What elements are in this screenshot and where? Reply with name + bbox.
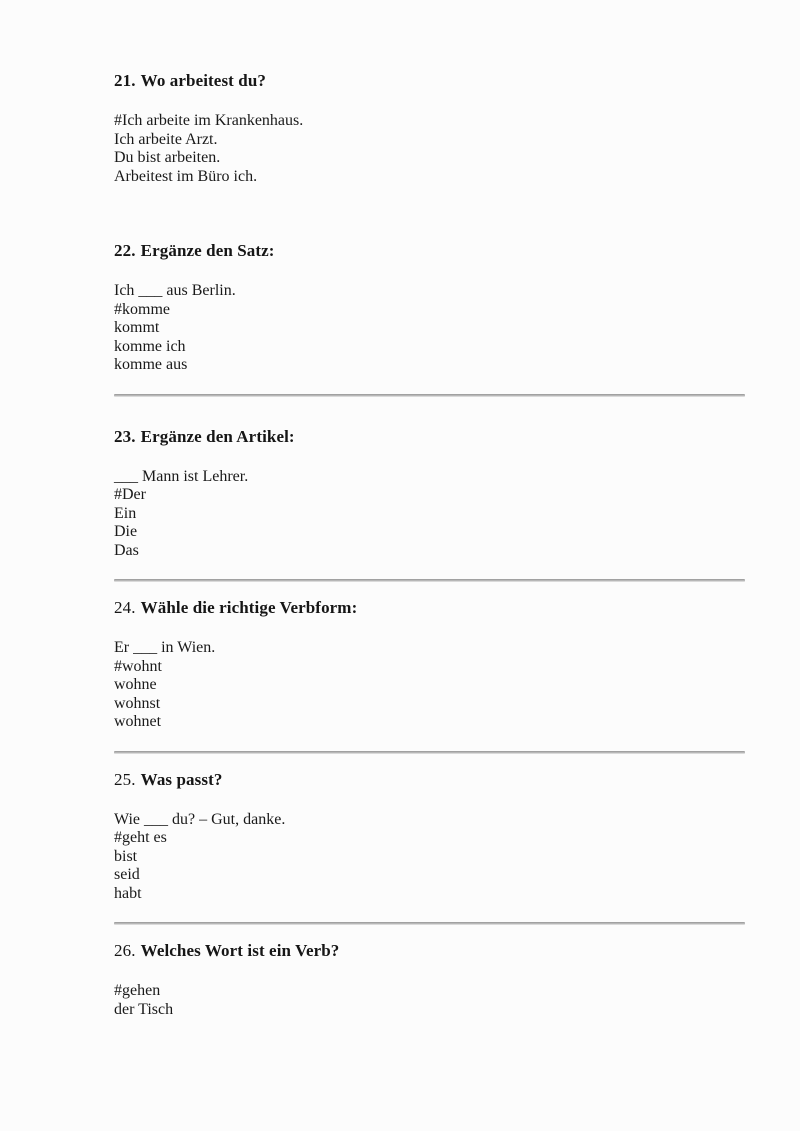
answer-line: kommt bbox=[114, 319, 160, 336]
answer-line: #geht es bbox=[114, 829, 167, 846]
question-lines bbox=[114, 112, 745, 186]
answer-line: #Ich arbeite im Krankenhaus. bbox=[114, 112, 304, 129]
question-heading bbox=[114, 770, 745, 790]
question-title: Welches Wort ist ein Verb? bbox=[140, 941, 340, 960]
question-block bbox=[114, 770, 745, 926]
answer-line: Er ___ in Wien. bbox=[114, 639, 216, 656]
question-title: Was passt? bbox=[140, 769, 223, 789]
question-lines bbox=[114, 282, 745, 375]
answer-line: #komme bbox=[114, 300, 170, 318]
question-lines bbox=[114, 811, 745, 904]
answer-line: Arbeitest im Büro ich. bbox=[114, 167, 258, 185]
question-number: 24. bbox=[114, 598, 136, 617]
question-number: 23. bbox=[114, 426, 136, 446]
question-number: 25. bbox=[114, 769, 136, 789]
question-heading bbox=[114, 71, 745, 91]
question-divider bbox=[114, 394, 745, 397]
question-title: Wo arbeitest du? bbox=[140, 71, 266, 90]
answer-line: der Tisch bbox=[114, 1000, 174, 1018]
question-number: 22. bbox=[114, 241, 136, 260]
question-block bbox=[114, 241, 745, 397]
question-number: 21. bbox=[114, 71, 136, 90]
answer-line: habt bbox=[114, 884, 142, 902]
answer-line: wohne bbox=[114, 676, 157, 693]
question-lines bbox=[114, 468, 745, 561]
question-heading bbox=[114, 941, 745, 961]
question-block bbox=[114, 598, 745, 754]
question-heading bbox=[114, 241, 745, 261]
answer-line: Ein bbox=[114, 504, 137, 522]
question-block bbox=[114, 71, 745, 186]
question-divider bbox=[114, 751, 745, 754]
answer-line: ___ Mann ist Lehrer. bbox=[114, 467, 249, 485]
answer-line: Du bist arbeiten. bbox=[114, 149, 221, 166]
answer-line: seid bbox=[114, 866, 140, 883]
answer-line: komme aus bbox=[114, 356, 188, 373]
answer-line: #wohnt bbox=[114, 657, 162, 675]
answer-line: bist bbox=[114, 847, 138, 865]
question-heading bbox=[114, 427, 745, 447]
question-lines bbox=[114, 982, 745, 1019]
answer-line: Wie ___ du? – Gut, danke. bbox=[114, 810, 286, 828]
question-lines bbox=[114, 639, 745, 732]
question-title: Wähle die richtige Verbform: bbox=[140, 598, 358, 617]
question-number: 26. bbox=[114, 941, 136, 960]
answer-line: Ich ___ aus Berlin. bbox=[114, 282, 236, 299]
question-title: Ergänze den Artikel: bbox=[140, 426, 295, 446]
question-divider bbox=[114, 579, 745, 582]
question-block bbox=[114, 413, 745, 583]
answer-line: #Der bbox=[114, 486, 146, 503]
question-title: Ergänze den Satz: bbox=[140, 241, 275, 260]
answer-line: #gehen bbox=[114, 982, 161, 999]
question-divider bbox=[114, 922, 745, 925]
answer-line: komme ich bbox=[114, 337, 186, 355]
answer-line: wohnst bbox=[114, 694, 161, 712]
answer-line: Die bbox=[114, 523, 138, 540]
question-block bbox=[114, 941, 745, 1019]
answer-line: Das bbox=[114, 541, 139, 559]
answer-line: Ich arbeite Arzt. bbox=[114, 130, 218, 148]
answer-line: wohnet bbox=[114, 713, 162, 730]
question-heading bbox=[114, 598, 745, 618]
